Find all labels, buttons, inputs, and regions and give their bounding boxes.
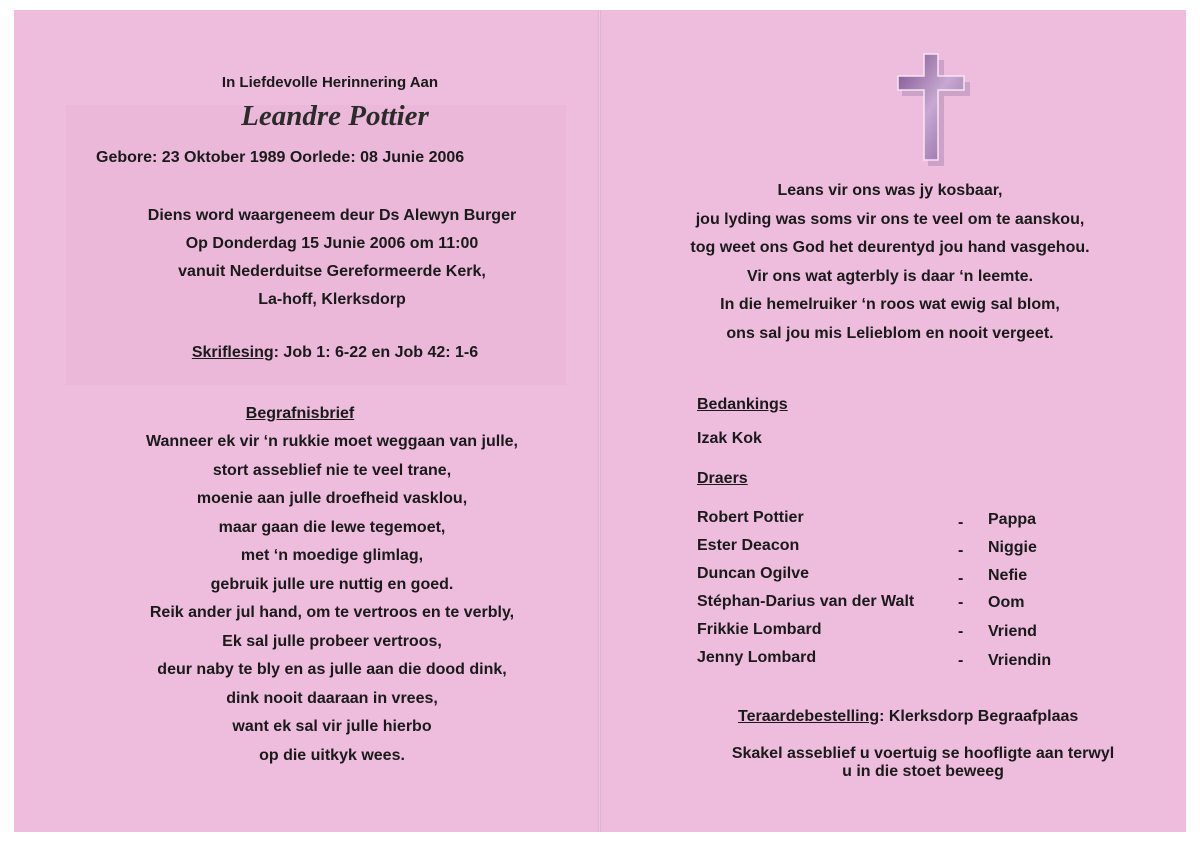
bearer-dash: - [958,652,964,669]
verse-line: jou lyding was soms vir ons te veel om te aanskou, [695,210,1085,228]
bearer-relation: Vriendin [988,652,1052,669]
bearer-row [697,537,1097,561]
verse-line: Leans vir ons was jy kosbaar, [777,182,1003,199]
bearer-row [697,565,1097,589]
bearer-row [697,593,1097,617]
headlights-notice [600,745,1200,781]
bearer-name: Ester Deacon [697,537,800,554]
service-line: Diens word waargeneem deur Ds Alewyn Burger [147,207,517,224]
thanks-heading: Bedankings [697,396,788,413]
cross-icon [894,50,974,170]
deceased-name: Leandre Pottier [241,100,429,132]
bearer-name: Jenny Lombard [697,649,817,666]
verse-line: In die hemelruiker ‘n roos wat ewig sal blom, [720,296,1060,313]
verse-line: Vir ons wat agterbly is daar ‘n leemte. [746,267,1034,285]
burial-info [738,708,1078,726]
bearer-dash: - [958,623,964,640]
poem-line: deur naby te bly en as julle aan die dood dink, [157,661,507,678]
poem-line: Reik ander jul hand, om te vertroos en te verbly, [149,604,515,621]
poem-title: Begrafnisbrief [245,405,355,422]
poem-line: Ek sal julle probeer vertroos, [222,632,442,650]
bearer-relation: Vriend [988,623,1037,640]
poem [62,428,602,770]
verse-line: ons sal jou mis Lelieblom en nooit vergeet. [726,324,1054,342]
poem-line: met ‘n moedige glimlag, [240,547,424,564]
service-details [62,202,602,314]
bearer-name: Stéphan-Darius van der Walt [697,593,915,610]
intro-text: In Liefdevolle Herinnering Aan [221,74,439,91]
tribute-verse [600,177,1180,348]
poem-line: gebruik julle ure nuttig en goed. [210,575,454,593]
burial-label: Teraardebestelling [738,708,880,725]
verse-line: tog weet ons God het deurentyd jou hand vasgehou. [690,239,1090,256]
bearer-name: Robert Pottier [697,509,804,526]
bearer-row [697,621,1097,645]
poem-line: moenie aan julle droefheid vasklou, [196,490,468,507]
bearers-heading: Draers [697,470,748,487]
thanks-name: Izak Kok [697,430,762,447]
bearer-dash: - [958,594,964,611]
poem-line: Wanneer ek vir ‘n rukkie moet weggaan van julle, [146,433,518,450]
bearer-dash: - [958,542,964,559]
service-line: Op Donderdag 15 Junie 2006 om 11:00 [185,235,479,252]
poem-line: dink nooit daaraan in vrees, [226,689,438,707]
notice-line: Skakel asseblief u voertuig se hoofligte aan terwyl [731,745,1115,762]
bearer-relation: Niggie [988,539,1037,556]
reading-text: : Job 1: 6-22 en Job 42: 1-6 [273,344,479,361]
bearer-dash: - [958,514,964,531]
bearer-name: Duncan Ogilve [697,565,810,582]
reading-label: Skriflesing [191,344,274,361]
bearer-relation: Nefie [988,567,1028,584]
scripture-reading [0,344,670,362]
service-line: La-hoff, Klerksdorp [258,291,406,308]
bearer-name: Frikkie Lombard [697,621,822,638]
birth-death-dates: Gebore: 23 Oktober 1989 Oorlede: 08 Junie 2006 [96,149,465,166]
burial-place: : Klerksdorp Begraafplaas [879,708,1079,725]
notice-line: u in die stoet beweeg [842,763,1004,780]
bearer-row [697,649,1097,673]
bearer-relation: Pappa [988,511,1037,528]
service-line: vanuit Nederduitse Gereformeerde Kerk, [178,263,486,280]
poem-line: want ek sal vir julle hierbo [232,718,432,735]
bearer-dash: - [958,570,964,587]
poem-line: maar gaan die lewe tegemoet, [218,518,446,536]
bearer-row [697,509,1097,533]
bearer-relation: Oom [988,594,1025,611]
poem-line: op die uitkyk wees. [259,746,405,764]
poem-line: stort asseblief nie te veel trane, [212,461,452,479]
